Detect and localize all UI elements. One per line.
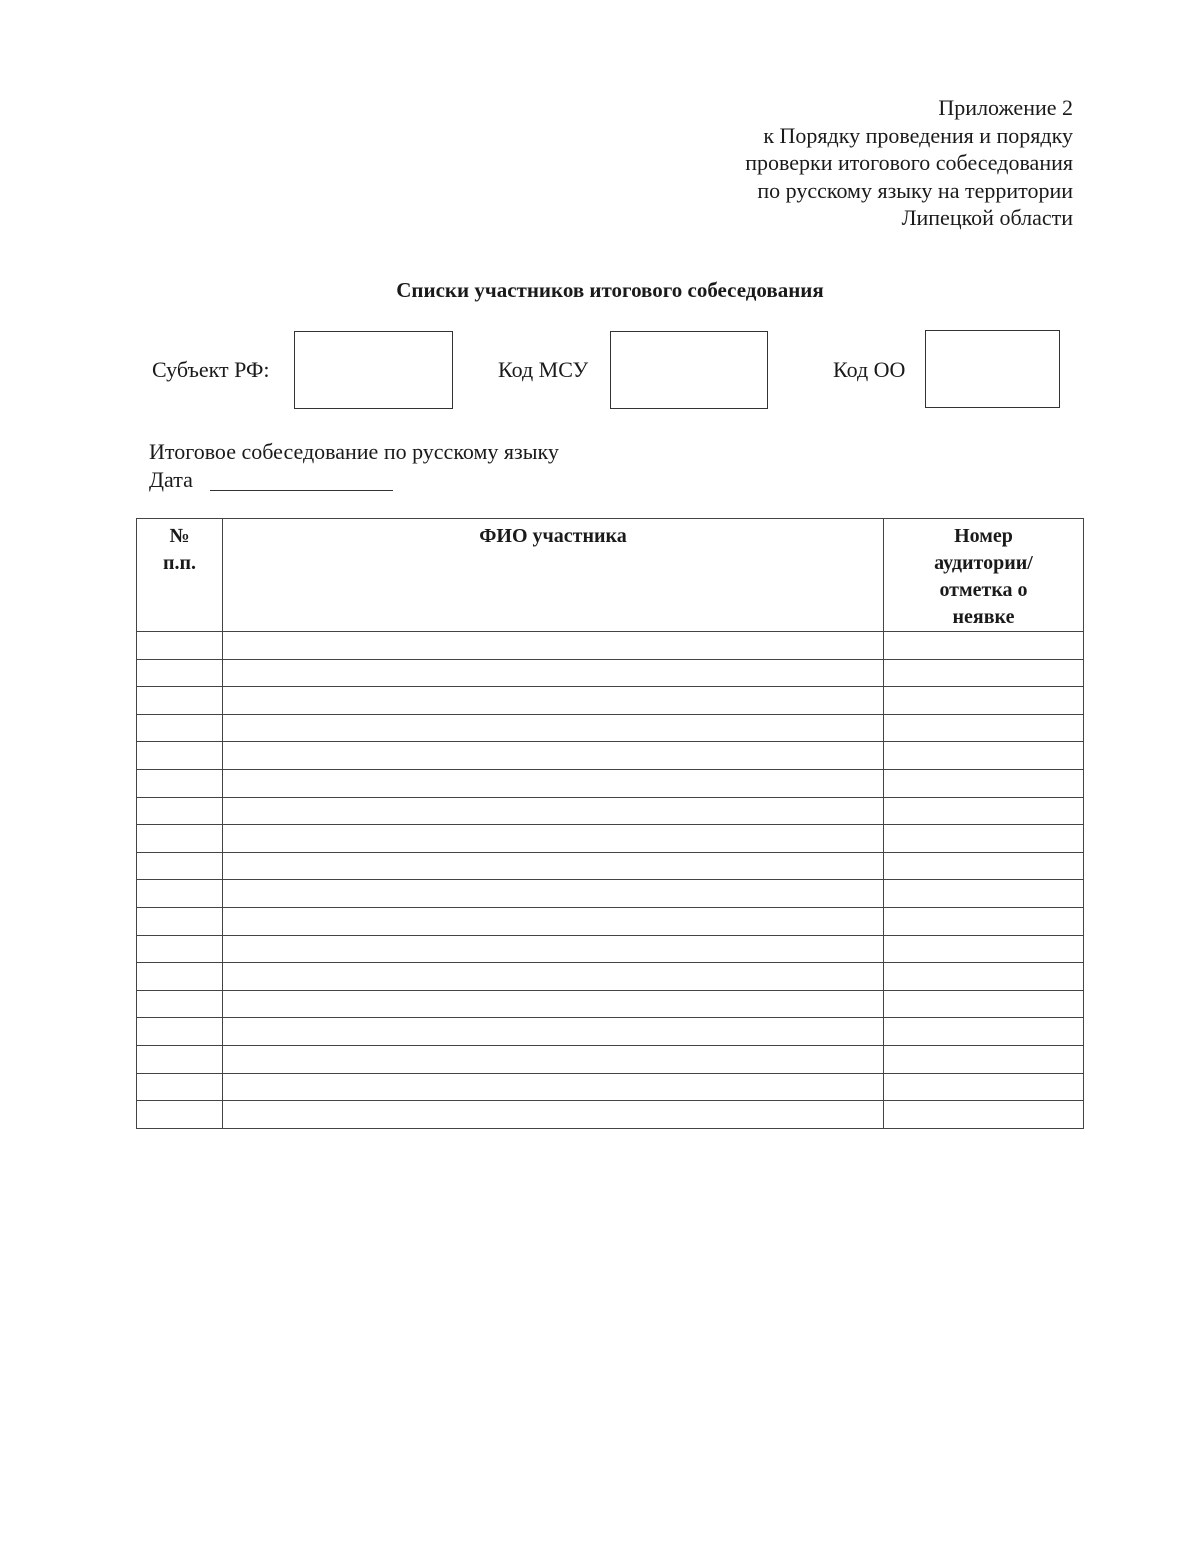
row-number-cell[interactable] xyxy=(137,852,223,880)
row-number-cell[interactable] xyxy=(137,963,223,991)
appendix-line: к Порядку проведения и порядку xyxy=(763,122,1073,148)
row-number-cell[interactable] xyxy=(137,935,223,963)
table-row xyxy=(137,714,1084,742)
table-row xyxy=(137,742,1084,770)
room-absence-cell[interactable] xyxy=(884,1045,1084,1073)
table-row xyxy=(137,1045,1084,1073)
table-row xyxy=(137,935,1084,963)
room-absence-cell[interactable] xyxy=(884,825,1084,853)
table-row xyxy=(137,963,1084,991)
subject-rf-label: Субъект РФ: xyxy=(152,357,270,382)
participant-name-cell[interactable] xyxy=(223,907,884,935)
room-absence-cell[interactable] xyxy=(884,907,1084,935)
table-row xyxy=(137,880,1084,908)
participant-name-cell[interactable] xyxy=(223,825,884,853)
room-absence-cell[interactable] xyxy=(884,935,1084,963)
row-number-cell[interactable] xyxy=(137,990,223,1018)
participant-name-cell[interactable] xyxy=(223,935,884,963)
room-absence-cell[interactable] xyxy=(884,963,1084,991)
table-row xyxy=(137,687,1084,715)
room-absence-cell[interactable] xyxy=(884,714,1084,742)
appendix-line: Липецкой области xyxy=(901,205,1073,230)
participant-name-cell[interactable] xyxy=(223,1018,884,1046)
date-field[interactable] xyxy=(210,490,393,491)
room-absence-cell[interactable] xyxy=(884,687,1084,715)
participants-table xyxy=(136,518,1084,1129)
appendix-line: по русскому языку на территории xyxy=(757,177,1073,203)
table-row xyxy=(137,907,1084,935)
row-number-cell[interactable] xyxy=(137,1073,223,1101)
participant-name-cell[interactable] xyxy=(223,963,884,991)
room-absence-cell[interactable] xyxy=(884,990,1084,1018)
table-row xyxy=(137,825,1084,853)
msu-code-field[interactable] xyxy=(610,331,768,409)
oo-code-field[interactable] xyxy=(925,330,1060,408)
room-absence-cell[interactable] xyxy=(884,852,1084,880)
row-number-cell[interactable] xyxy=(137,825,223,853)
appendix-line: Приложение 2 xyxy=(938,95,1073,120)
participant-name-cell[interactable] xyxy=(223,769,884,797)
row-number-cell[interactable] xyxy=(137,632,223,660)
participant-name-cell[interactable] xyxy=(223,797,884,825)
room-absence-cell[interactable] xyxy=(884,797,1084,825)
participant-name-cell[interactable] xyxy=(223,1045,884,1073)
room-absence-cell[interactable] xyxy=(884,1018,1084,1046)
subject-rf-field[interactable] xyxy=(294,331,453,409)
participant-name-cell[interactable] xyxy=(223,1073,884,1101)
msu-code-label: Код МСУ xyxy=(498,357,589,382)
room-absence-cell[interactable] xyxy=(884,880,1084,908)
row-number-cell[interactable] xyxy=(137,687,223,715)
participant-name-cell[interactable] xyxy=(223,742,884,770)
table-row xyxy=(137,769,1084,797)
row-number-cell[interactable] xyxy=(137,1018,223,1046)
row-number-cell[interactable] xyxy=(137,742,223,770)
table-row xyxy=(137,659,1084,687)
participant-name-cell[interactable] xyxy=(223,990,884,1018)
room-absence-cell[interactable] xyxy=(884,742,1084,770)
participant-name-cell[interactable] xyxy=(223,880,884,908)
row-number-cell[interactable] xyxy=(137,797,223,825)
participant-name-cell[interactable] xyxy=(223,687,884,715)
participant-name-cell[interactable] xyxy=(223,632,884,660)
table-row xyxy=(137,797,1084,825)
document-title: Списки участников итогового собеседования xyxy=(396,278,824,302)
participant-name-cell[interactable] xyxy=(223,659,884,687)
participant-name-cell[interactable] xyxy=(223,852,884,880)
room-absence-cell[interactable] xyxy=(884,769,1084,797)
table-header-row xyxy=(137,519,1084,632)
oo-code-label: Код ОО xyxy=(833,357,906,382)
table-row xyxy=(137,632,1084,660)
row-number-cell[interactable] xyxy=(137,1045,223,1073)
appendix-line: проверки итогового собеседования xyxy=(745,150,1073,175)
room-absence-cell[interactable] xyxy=(884,659,1084,687)
row-number-cell[interactable] xyxy=(137,880,223,908)
table-row xyxy=(137,1101,1084,1129)
room-absence-cell[interactable] xyxy=(884,632,1084,660)
row-number-cell[interactable] xyxy=(137,769,223,797)
header-number: № п.п. xyxy=(137,519,223,632)
table-row xyxy=(137,990,1084,1018)
header-participant-name: ФИО участника xyxy=(223,519,884,632)
row-number-cell[interactable] xyxy=(137,907,223,935)
participants-body xyxy=(137,632,1084,1129)
participant-name-cell[interactable] xyxy=(223,1101,884,1129)
table-row xyxy=(137,852,1084,880)
participant-name-cell[interactable] xyxy=(223,714,884,742)
row-number-cell[interactable] xyxy=(137,1101,223,1129)
table-row xyxy=(137,1073,1084,1101)
row-number-cell[interactable] xyxy=(137,659,223,687)
appendix-note xyxy=(745,94,1073,232)
row-number-cell[interactable] xyxy=(137,714,223,742)
date-label: Дата xyxy=(149,467,193,492)
header-room-absence: Номер аудитории/ отметка о неявке xyxy=(884,519,1084,632)
table-row xyxy=(137,1018,1084,1046)
room-absence-cell[interactable] xyxy=(884,1101,1084,1129)
exam-name: Итоговое собеседование по русскому языку xyxy=(149,439,559,464)
room-absence-cell[interactable] xyxy=(884,1073,1084,1101)
